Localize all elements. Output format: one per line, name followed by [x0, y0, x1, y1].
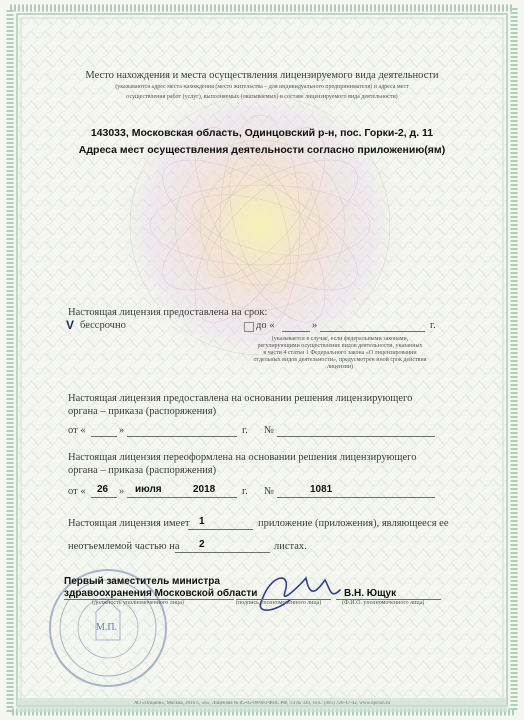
address-annex-line: Адреса мест осуществления деятельности согласно приложению(ям): [78, 144, 446, 156]
annex-line2-prefix: неотъемлемой частью на: [68, 541, 180, 552]
reissue-number-label: №: [264, 486, 275, 497]
basis-text-2: органа – приказа (распоряжения): [68, 406, 217, 417]
term-until-prefix: до «: [256, 320, 275, 331]
reissue-quote-close: »: [119, 486, 125, 497]
term-indefinite: бессрочно: [80, 320, 126, 331]
basis-text-1: Настоящая лицензия предоставлена на основании решения лицензирующего: [68, 393, 413, 404]
signer-position-caption: (должность уполномоченного лица): [92, 600, 184, 606]
basis-number-label: №: [264, 425, 275, 436]
annex-line1-prefix: Настоящая лицензия имеет: [68, 518, 190, 529]
reissue-year-suffix: г.: [242, 486, 248, 497]
reissue-year: 2018: [193, 484, 216, 495]
basis-quote-close: »: [119, 425, 125, 436]
term-check-mark: V: [66, 318, 75, 332]
term-note-5: лицензии): [326, 364, 354, 370]
sheet-count-line: [175, 552, 270, 553]
term-until-day-line: [282, 331, 310, 332]
basis-date-line: [127, 436, 237, 437]
reissue-text-2: органа – приказа (распоряжения): [68, 465, 217, 476]
header-note-line2: осуществления работ (услуг), выполняемых (оказываемых) в составе лицензируемого вида деятельности): [126, 94, 398, 100]
term-until-date-line: [320, 331, 425, 332]
term-until-checkbox: [244, 322, 254, 332]
basis-year-suffix: г.: [242, 425, 248, 436]
header-title: Место нахождения и места осуществления лицензируемого вида деятельности: [85, 70, 439, 81]
basis-day-line: [91, 436, 117, 437]
footer-imprint: АО «Опцион», Москва, 2016 г., «Б», Лицензия № 05-05-09/003 ФНС РФ, ТЗ № 320, Тел.: (495) 726-47-42, www.opcion.ru: [133, 701, 391, 706]
header-note-line1: (указываются адрес места нахождения (место жительства – для индивидуального предпринимателя) и адреса мест: [115, 84, 409, 90]
term-note-1: (указывается в случае, если федеральными законами,: [271, 336, 409, 342]
reissue-text-1: Настоящая лицензия переоформлена на основании решения лицензирующего: [68, 452, 417, 463]
term-note-4: отдельных видов деятельности», предусмотрен иной срок действия: [253, 357, 427, 363]
reissue-day: 26: [97, 484, 109, 495]
address-line: 143033, Московская область, Одинцовский р-н, пос. Горки-2, д. 11: [90, 127, 434, 139]
signer-name: В.Н. Ющук: [344, 588, 397, 599]
signer-name-caption: (Ф.И.О. уполномоченного лица): [342, 600, 425, 606]
signature-caption: (подпись уполномоченного лица): [236, 600, 322, 606]
term-until-suffix: г.: [430, 320, 436, 331]
basis-from-label: от «: [68, 425, 86, 436]
annex-count-line: [188, 529, 253, 530]
term-note-2: регулирующими осуществление видов деятельности, указанных: [257, 343, 423, 349]
signer-position-2: здравоохранения Московской области: [64, 588, 258, 599]
reissue-date-line: [127, 497, 237, 498]
annex-line2-suffix: листах.: [274, 541, 307, 552]
basis-number-line: [277, 436, 435, 437]
term-intro: Настоящая лицензия предоставлена на срок:: [68, 307, 268, 318]
reissue-number: 1081: [310, 484, 333, 495]
reissue-from-label: от «: [68, 486, 86, 497]
reissue-month: июля: [135, 484, 162, 495]
annex-line1-suffix: приложение (приложения), являющееся ее: [258, 518, 449, 529]
sheet-count: 2: [199, 539, 205, 550]
annex-count: 1: [199, 516, 205, 527]
stamp-label: М.П.: [96, 622, 118, 633]
reissue-day-line: [91, 497, 117, 498]
signer-position-1: Первый заместитель министра: [64, 576, 220, 587]
term-until-mid: »: [312, 320, 318, 331]
reissue-number-line: [277, 497, 435, 498]
term-note-3: в части 4 статьи 1 Федерального закона «О лицензировании: [263, 350, 417, 356]
